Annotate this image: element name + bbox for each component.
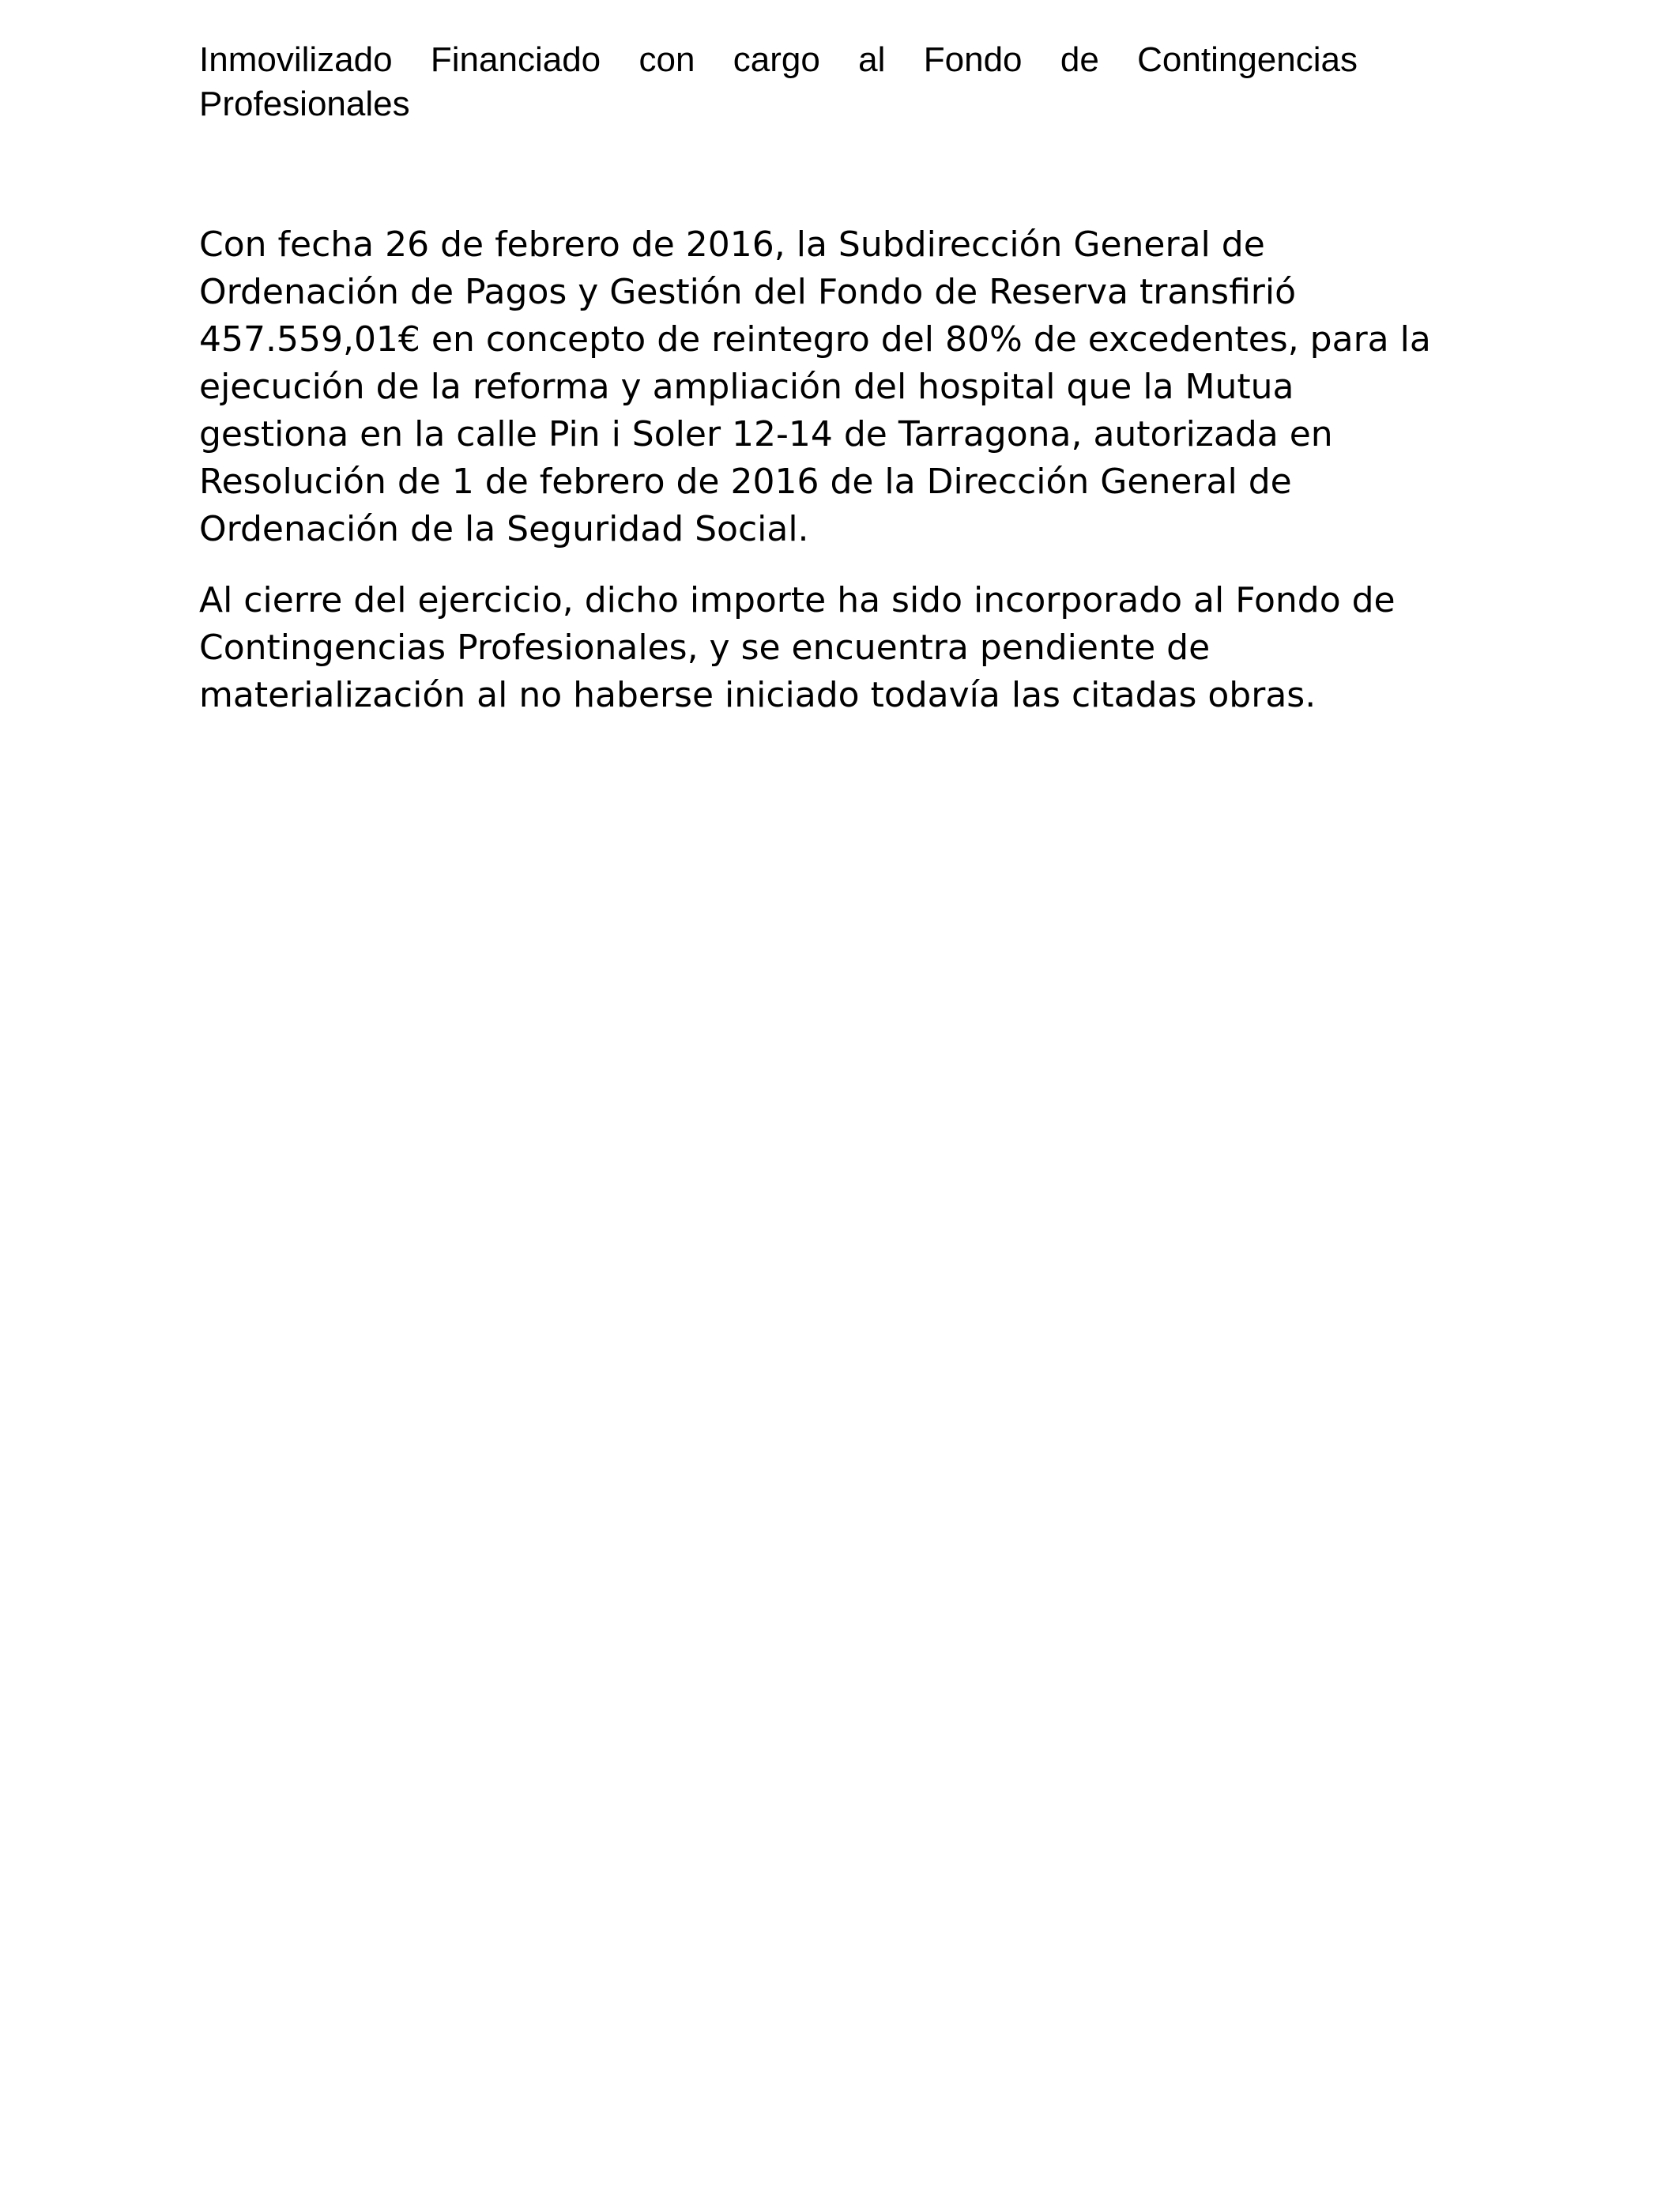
text-line: Ordenación de la Seguridad Social.: [199, 509, 809, 549]
text-line: gestiona en la calle Pin i Soler 12-14 de Tarragona, autorizada en: [199, 414, 1333, 454]
text-line: ejecución de la reforma y ampliación del hospital que la Mutua: [199, 367, 1294, 407]
text-line: 457.559,01€ en concepto de reintegro del 80% de excedentes, para la: [199, 319, 1431, 360]
section-title: Inmovilizado Financiado con cargo al Fondo de Contingencias Profesionales: [199, 40, 1358, 123]
text-line: Con fecha 26 de febrero de 2016, la Subdirección General de: [199, 224, 1265, 265]
document-body: [199, 221, 1463, 743]
text-line: Contingencias Profesionales, y se encuentra pendiente de: [199, 628, 1211, 668]
text-line: Ordenación de Pagos y Gestión del Fondo de Reserva transfirió: [199, 272, 1297, 312]
paragraph-closing: [199, 577, 1463, 719]
paragraph-transfer: [199, 221, 1463, 553]
text-line: materialización al no haberse iniciado todavía las citadas obras.: [199, 675, 1317, 715]
text-line: Resolución de 1 de febrero de 2016 de la Dirección General de: [199, 462, 1292, 502]
text-line: Al cierre del ejercicio, dicho importe ha sido incorporado al Fondo de: [199, 580, 1396, 620]
